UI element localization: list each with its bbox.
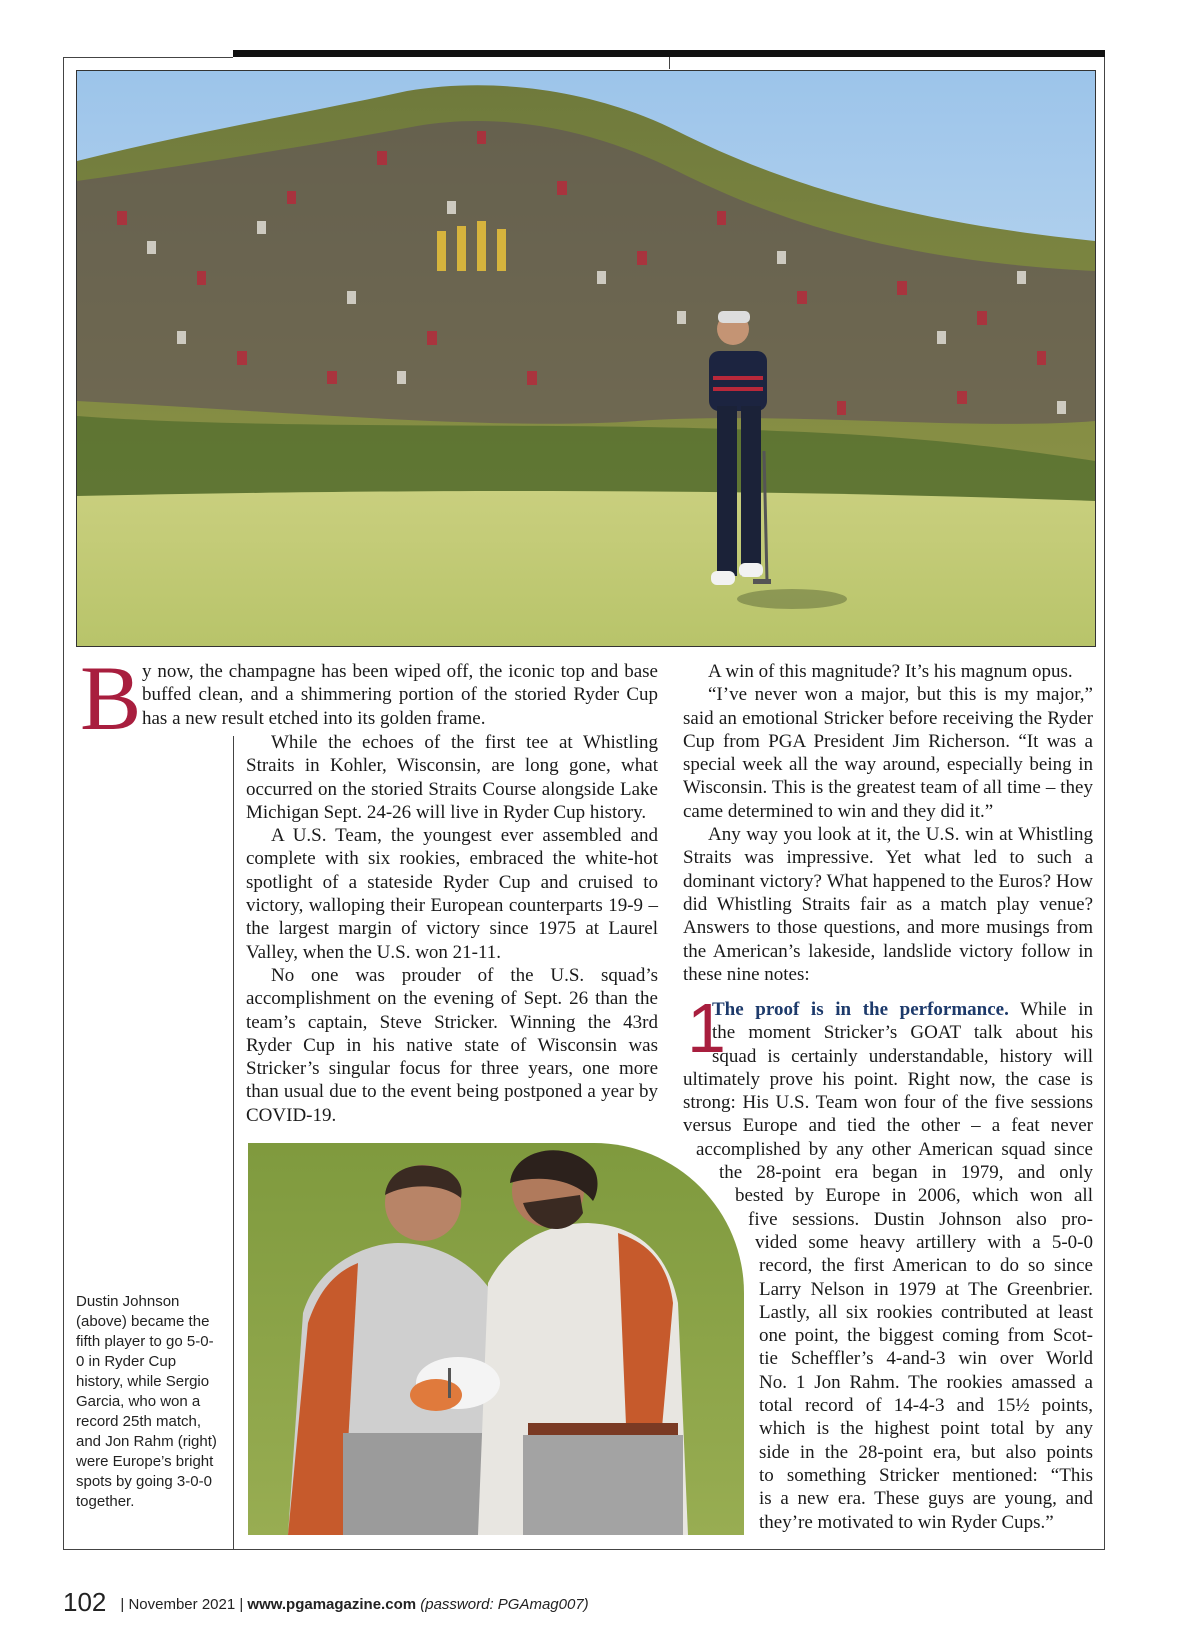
top-rule: [233, 50, 1105, 57]
note-line: the 28-point era began in 1979, and only: [719, 1162, 1093, 1184]
column-divider: [233, 736, 234, 1549]
note-line: side in the 28-point era, but also points: [759, 1441, 1093, 1463]
photo-dustin-johnson: [76, 70, 1096, 647]
note-line: Lastly, all six rookies contributed at least: [759, 1301, 1093, 1323]
paragraph: A U.S. Team, the youngest ever assembled and complete with six rookies, embraced the white-hot spotlight of a stateside Ryder Cup and cruised to victory, walloping their European counterparts 19-9 – the largest margin of victory since 1975 at Laurel Valley, when the U.S. won 21-11.: [246, 825, 658, 963]
footer-url[interactable]: www.pgamagazine.com: [247, 1596, 417, 1613]
note-line: squad is certainly understandable, history will: [712, 1045, 1093, 1067]
note-line: bested by Europe in 2006, which won all: [735, 1185, 1093, 1207]
photo-garcia-rahm: [248, 1143, 744, 1535]
article-column-right: [683, 660, 1093, 986]
paragraph: A win of this magnitude? It’s his magnum opus.: [708, 661, 1073, 682]
footer-password: (password: PGAmag007): [420, 1596, 589, 1613]
note-line: to something Stricker mentioned: “This: [759, 1464, 1093, 1486]
note-line: is a new era. These guys are young, and: [759, 1488, 1093, 1510]
note-line: tie Scheffler’s 4-and-3 win over World: [759, 1348, 1093, 1370]
page-number: 102: [63, 1587, 107, 1617]
column-divider: [669, 57, 670, 69]
paragraph: Any way you look at it, the U.S. win at Whistling Straits was impressive. Yet what led to such a dominant victory? What happened to the Euros? How did Whistling Straits fair as a match play venue? Answers to those questions, and more musings from the American’s lakeside, landslide victory follow in these nine notes:: [683, 824, 1093, 985]
note-line: No. 1 Jon Rahm. The rookies amassed a: [759, 1371, 1093, 1393]
note-line: strong: His U.S. Team won four of the five sessions: [683, 1092, 1093, 1114]
frame-line: [63, 1549, 1105, 1550]
frame-line: [63, 57, 233, 58]
article-column-left: [246, 731, 658, 1127]
note-line: ultimately prove his point. Right now, the case is: [683, 1068, 1093, 1090]
paragraph: While the echoes of the first tee at Whistling Straits in Kohler, Wisconsin, are long gone, what occurred on the storied Straits Course alongside Lake Michigan Sept. 24-26 will live in Ryder Cup history.: [246, 732, 658, 823]
note-number: 1: [687, 989, 726, 1067]
note-line: accomplished by any other American squad since: [696, 1138, 1093, 1160]
frame-line: [1104, 57, 1105, 1549]
paragraph: No one was prouder of the U.S. squad’s accomplishment on the evening of Sept. 26 than the team’s captain, Steve Stricker. Winning the 43rd Ryder Cup in his native state of Wisconsin was Stricker’s singular focus for three years, one more than usual due to the event being postponed a year by COVID-19.: [246, 964, 658, 1126]
note-line: vided some heavy artillery with a 5-0-0: [755, 1231, 1093, 1253]
note-line: versus Europe and tied the other – a feat never: [683, 1115, 1093, 1137]
paragraph: “I’ve never won a major, but this is my major,” said an emotional Stricker before receiving the Ryder Cup from PGA President Jim Richerson. “It was a special week all the way around, especially being in Wisconsin. This is the greatest team of all time – they came determined to win and they did it.”: [683, 684, 1093, 822]
drop-cap: B: [80, 647, 142, 749]
frame-line: [63, 57, 64, 1549]
note-line: The proof is in the performance. While in: [712, 999, 1093, 1020]
note-line: the moment Stricker’s GOAT talk about his: [712, 1022, 1093, 1044]
note-line: they’re motivated to win Ryder Cups.”: [759, 1511, 1054, 1533]
note-1: [683, 989, 1093, 1534]
note-line: one point, the biggest coming from Scot-: [759, 1325, 1093, 1347]
note-line: total record of 14-4-3 and 15½ points,: [759, 1395, 1093, 1417]
note-heading: The proof is in the performance.: [712, 999, 1009, 1020]
note-line: which is the highest point total by any: [759, 1418, 1093, 1440]
note-line: record, the first American to do so since: [759, 1255, 1093, 1277]
lead-paragraph: y now, the champagne has been wiped off, the iconic top and base buffed clean, and a shimmering portion of the storied Ryder Cup has a new result etched into its golden frame.: [142, 661, 658, 729]
footer: [63, 1587, 589, 1618]
note-line: five sessions. Dustin Johnson also pro-: [748, 1208, 1093, 1230]
note-line: Larry Nelson in 1979 at The Greenbrier.: [759, 1278, 1093, 1300]
photo-caption: Dustin Johnson (above) became the fifth player to go 5-0-0 in Ryder Cup history, while Sergio Garcia, who won a record 25th match, and Jon Rahm (right) were Europe’s bright spots by going 3-0-0 together.: [76, 1293, 217, 1510]
footer-issue: | November 2021 |: [120, 1596, 244, 1613]
